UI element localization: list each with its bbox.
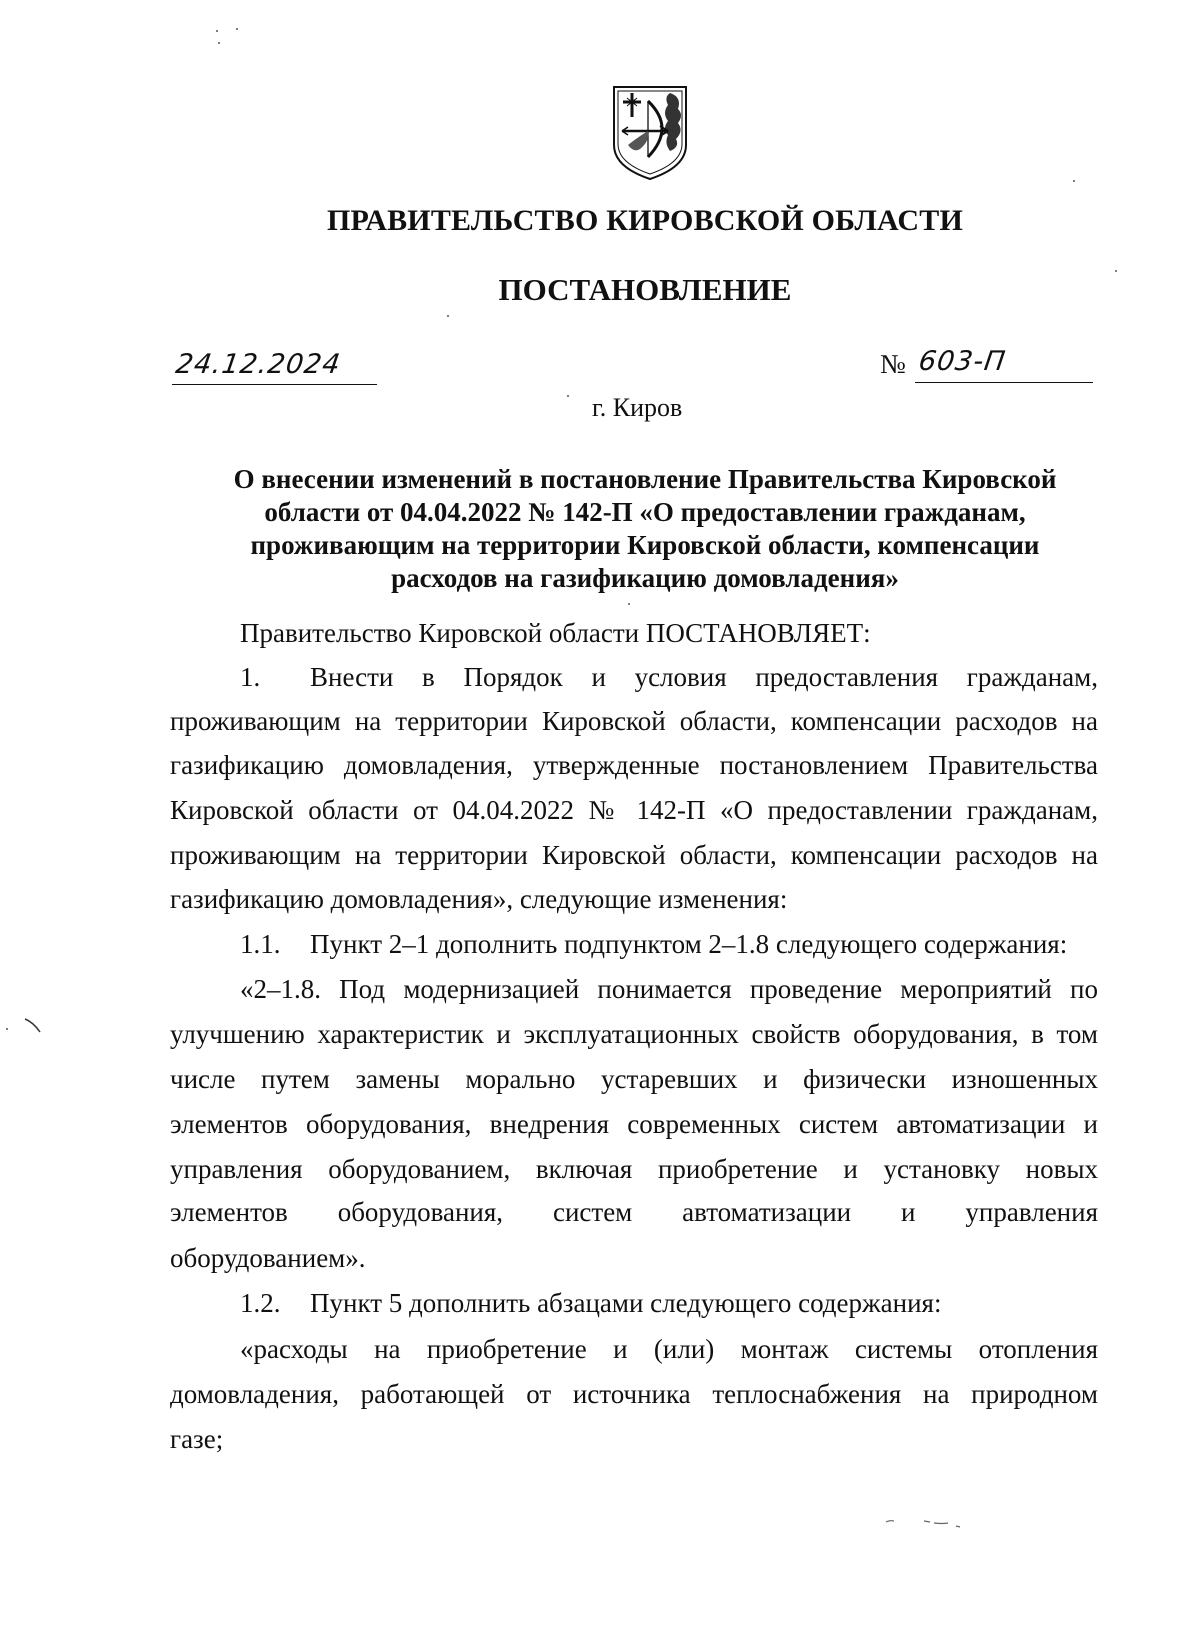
paragraph-line: домовладения, работающей от источника теплоснабжения на природном [170,1379,1098,1409]
paragraph-line: управления оборудованием, включая приобретение и установку новых [170,1154,1098,1184]
item-1-2-number: 1.2. [240,1288,281,1318]
organization-title: ПРАВИТЕЛЬСТВО КИРОВСКОЙ ОБЛАСТИ [327,204,963,237]
preamble: Правительство Кировской области ПОСТАНОВЛЯЕТ: [240,618,871,648]
number-label: № [880,349,906,379]
date-field [172,348,377,385]
subject-line: проживающим на территории Кировской области, компенсации [250,530,1040,560]
scan-speck [447,315,449,317]
scan-speck [1073,180,1075,182]
date-value: 24.12.2024 [173,349,343,380]
scan-speck [567,395,569,397]
document-subject [180,463,1110,595]
scan-speck [1115,270,1117,272]
quote-2-first-line: «расходы на приобретение и (или) монтаж системы отопления [240,1334,1098,1364]
paragraph-line: элементов оборудования, систем автоматизации и управления [170,1197,1098,1227]
item-1-1-number: 1.1. [240,929,281,959]
subject-line: расходов на газификацию домовладения» [391,563,899,593]
scan-speck [236,28,238,30]
paragraph-line: элементов оборудования, внедрения современных систем автоматизации и [170,1109,1098,1139]
item-1-1: 1.1. Пункт 2–1 дополнить подпунктом 2–1.8 следующего содержания: [240,929,1068,959]
subject-line: области от 04.04.2022 № 142-П «О предоставлении гражданам, [264,497,1026,527]
scan-mark [22,1016,44,1036]
item-1-number: 1. [240,662,261,692]
city: г. Киров [592,393,683,422]
number-field [915,344,1093,383]
paragraph-line: газификацию домовладения», следующие изменения: [170,884,788,914]
paragraph-line: Кировской области от 04.04.2022 № 142-П «О предоставлении гражданам, [170,795,1098,825]
scan-speck [628,603,630,605]
scan-speck [6,1028,8,1030]
quote-1-first-line: «2–1.8. Под модернизацией понимается проведение мероприятий по [240,974,1098,1004]
item-1-2: 1.2. Пункт 5 дополнить абзацами следующего содержания: [240,1288,942,1318]
paragraph-line: газе; [170,1424,224,1454]
number-value: 603-П [916,346,1008,377]
paragraph-line: газификацию домовладения, утвержденные постановлением Правительства [170,750,1098,780]
scan-mark [884,1512,984,1532]
paragraph-line: улучшению характеристик и эксплуатационных свойств оборудования, в том [170,1019,1098,1049]
subject-line: О внесении изменений в постановление Правительства Кировской [233,464,1057,494]
scan-speck [216,30,218,32]
paragraph-line: оборудованием». [170,1243,366,1273]
paragraph-line: проживающим на территории Кировской области, компенсации расходов на [170,840,1098,870]
scan-speck [218,42,220,44]
paragraph-line: числе путем замены морально устаревших и физически изношенных [170,1064,1098,1094]
item-1-first-line: 1. Внести в Порядок и условия предоставления гражданам, [240,662,1098,692]
kirov-oblast-coat-of-arms-icon [610,83,690,183]
document-type-title: ПОСТАНОВЛЕНИЕ [498,272,792,307]
paragraph-line: проживающим на территории Кировской области, компенсации расходов на [170,706,1098,736]
